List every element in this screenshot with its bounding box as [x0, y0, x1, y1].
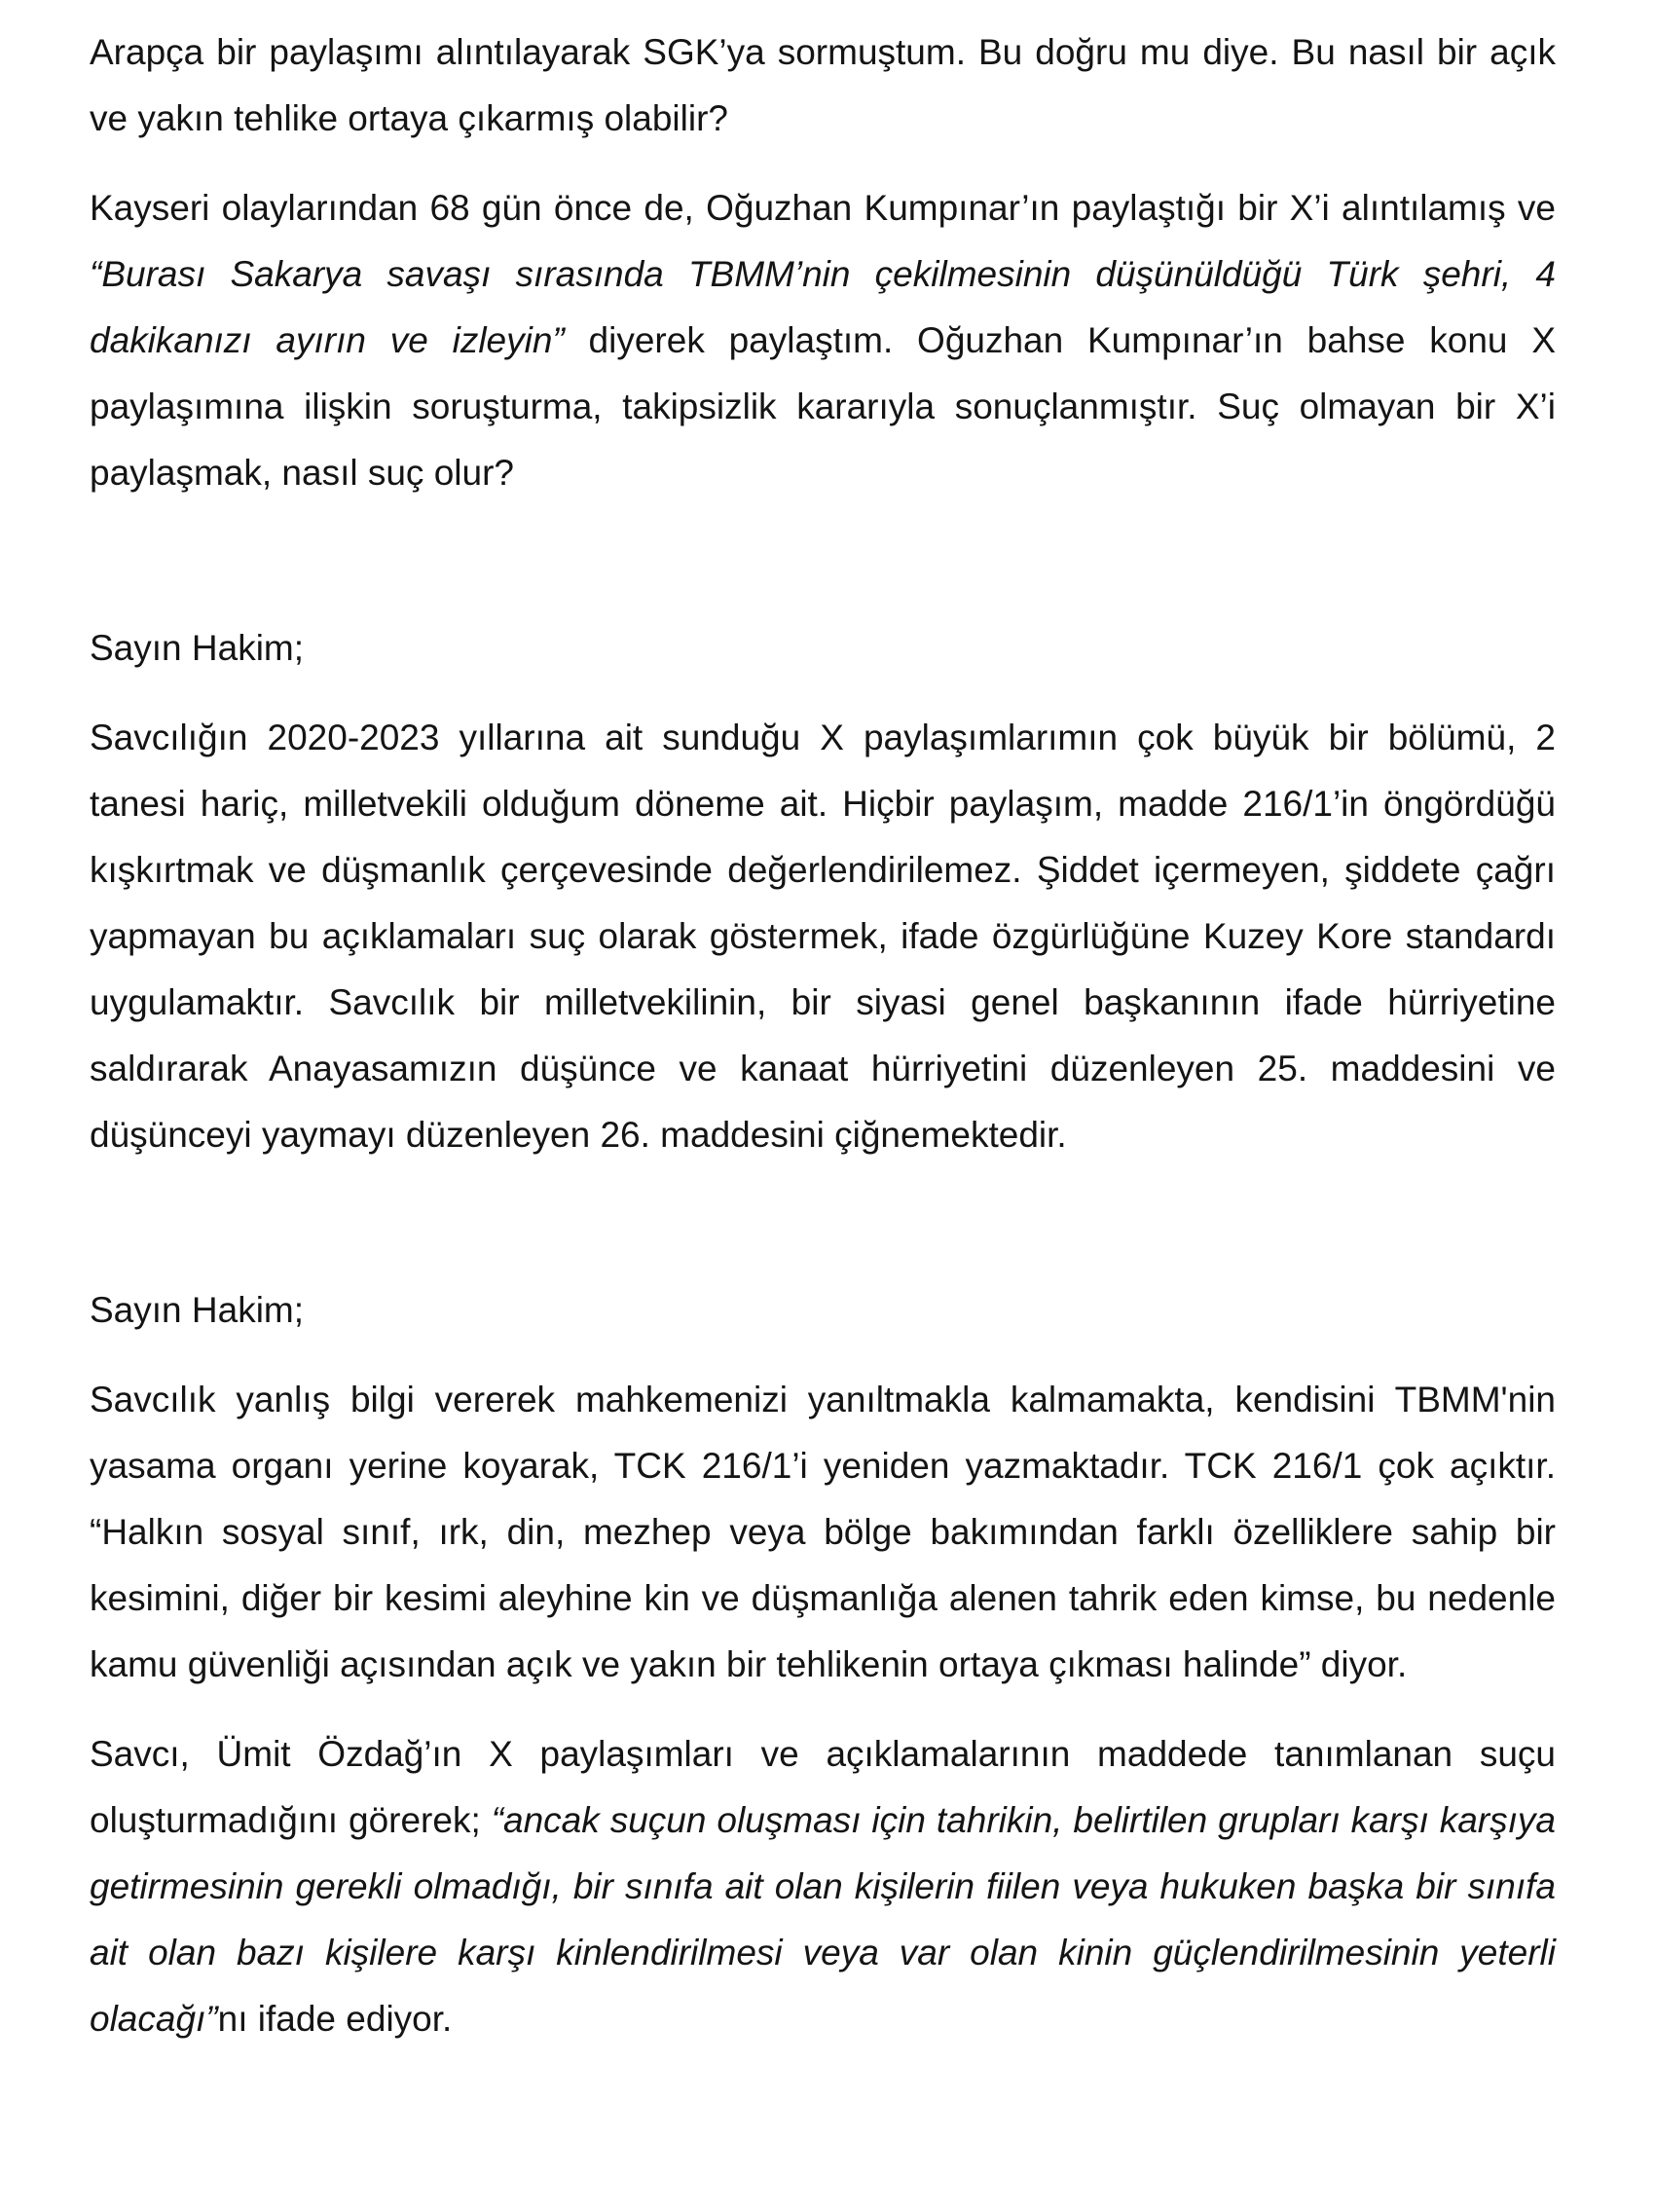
paragraph-kayseri [90, 175, 1556, 506]
paragraph-tck-216: Savcılık yanlış bilgi vererek mahkemenizi yanıltmakla kalmamakta, kendisini TBMM'nin yasama organı yerine koyarak, TCK 216/1’i yeniden yazmaktadır. TCK 216/1 çok açıktır. “Halkın sosyal sınıf, ırk, din, mezhep veya bölge bakımından farklı özelliklere sahip bir kesimini, diğer bir kesimi aleyhine kin ve düşmanlığa alenen tahrik eden kimse, bu nedenle kamu güvenliği açısından açık ve yakın bir tehlikenin ortaya çıkması halinde” diyor. [90, 1380, 1556, 1684]
paragraph-prosecutor-text-start: Savcı, Ümit Özdağ’ın X paylaşımları ve açıklamalarının maddede tanımlanan suçu oluşturmadığını görerek; [90, 1734, 1556, 1840]
paragraph-sgk-question: Arapça bir paylaşımı alıntılayarak SGK’ya sormuştum. Bu doğru mu diye. Bu nasıl bir açık ve yakın tehlike ortaya çıkarmış olabilir? [90, 32, 1556, 138]
salutation-second: Sayın Hakim; [90, 1290, 305, 1330]
section-gap [90, 1192, 1556, 1277]
paragraph-prosecutor-quote: “ancak suçun oluşması için tahrikin, belirtilen grupları karşı karşıya getirmesinin gerekli olmadığı, bir sınıfa ait olan kişilerin fiilen veya hukuken başka bir sınıfa ait olan bazı kişilere karşı kinlendirilmesi veya var olan kinin güçlendirilmesinin yeterli olacağı” [90, 1800, 1556, 2039]
paragraph-prosecution-posts: Savcılığın 2020-2023 yıllarına ait sunduğu X paylaşımlarımın çok büyük bir bölümü, 2 tanesi hariç, milletvekili olduğum döneme ait. Hiçbir paylaşım, madde 216/1’in öngördüğü kışkırtmak ve düşmanlık çerçevesinde değerlendirilemez. Şiddet içermeyen, şiddete çağrı yapmayan bu açıklamaları suç olarak göstermek, ifade özgürlüğüne Kuzey Kore standardı uygulamaktır. Savcılık bir milletvekilinin, bir siyasi genel başkanının ifade hürriyetine saldırarak Anayasamızın düşünce ve kanaat hürriyetini düzenleyen 25. maddesini ve düşünceyi yaymayı düzenleyen 26. maddesini çiğnemektedir. [90, 718, 1556, 1155]
paragraph-kayseri-text-end: diyerek paylaştım. Oğuzhan Kumpınar’ın bahse konu X paylaşımına ilişkin soruşturma, takipsizlik kararıyla sonuçlanmıştır. Suç olmayan bir X’i paylaşmak, nasıl suç olur? [90, 320, 1556, 493]
paragraph-kayseri-text-start: Kayseri olaylarından 68 gün önce de, Oğuzhan Kumpınar’ın paylaştığı bir X’i alıntılamış ve [90, 188, 1556, 228]
paragraph-prosecutor-text-end: nı ifade ediyor. [217, 1999, 453, 2039]
document-page [90, 19, 1556, 2076]
paragraph-kayseri-quote: “Burası Sakarya savaşı sırasında TBMM’nin çekilmesinin düşünüldüğü Türk şehri, 4 dakikanızı ayırın ve izleyin” [90, 254, 1556, 360]
salutation-first: Sayın Hakim; [90, 628, 305, 668]
paragraph-prosecutor-statement [90, 1721, 1556, 2052]
section-gap [90, 530, 1556, 615]
